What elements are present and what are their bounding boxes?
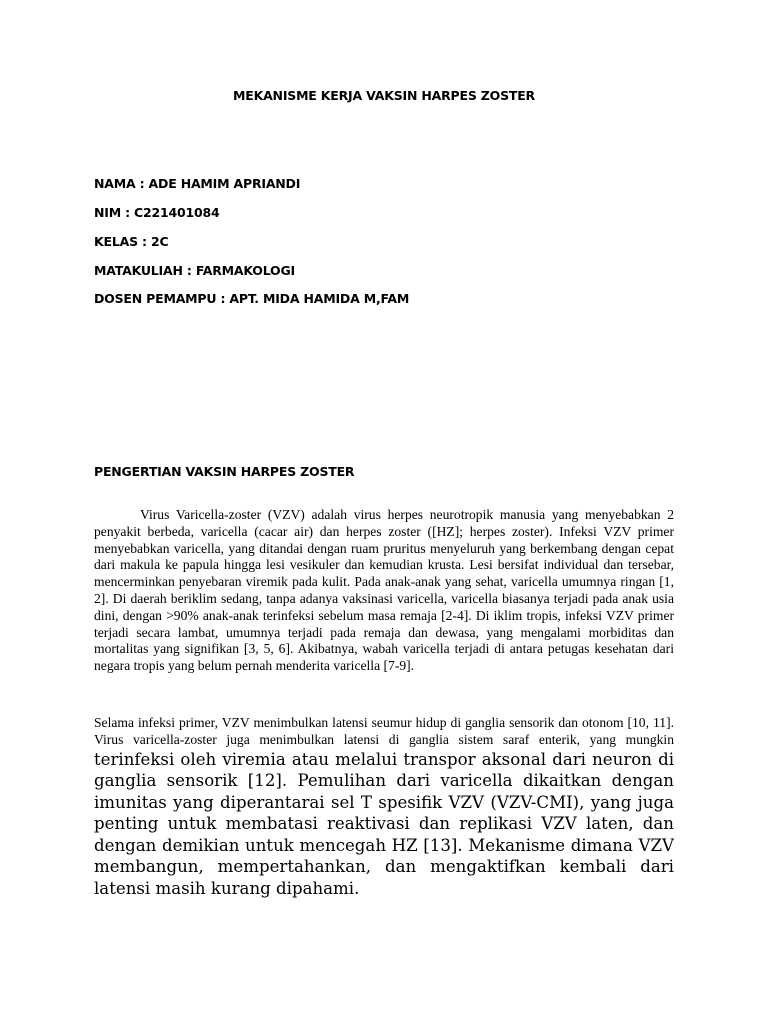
section-heading: PENGERTIAN VAKSIN HARPES ZOSTER	[94, 464, 355, 479]
paragraph-2-large-text: terinfeksi oleh viremia atau melalui transpor aksonal dari neuron di ganglia sensorik [12]. Pemulihan dari varicella dikaitkan dengan imunitas yang diperantarai sel T spesifik VZV (VZV-CMI), yang juga penting untuk membatasi reaktivasi dan replikasi VZV laten, dan dengan demikian untuk mencegah HZ [13]. Mekanisme dimana VZV membangun, mempertahankan, dan mengaktifkan kembali dari latensi masih kurang dipahami.	[94, 749, 674, 898]
paragraph-2-small-text: Selama infeksi primer, VZV menimbulkan latensi seumur hidup di ganglia sensorik dan otonom [10, 11]. Virus varicella-zoster juga menimbulkan latensi di ganglia sistem saraf enterik, yang mungkin	[94, 715, 674, 747]
student-nim: NIM : C221401084	[94, 205, 220, 220]
student-class: KELAS : 2C	[94, 234, 169, 249]
lecturer-name: DOSEN PEMAMPU : APT. MIDA HAMIDA M,FAM	[94, 291, 410, 306]
student-name: NAMA : ADE HAMIM APRIANDI	[94, 176, 301, 191]
course-name: MATAKULIAH : FARMAKOLOGI	[94, 263, 295, 278]
document-title: MEKANISME KERJA VAKSIN HARPES ZOSTER	[233, 88, 535, 103]
paragraph-2	[94, 715, 674, 899]
paragraph-1: Virus Varicella-zoster (VZV) adalah virus herpes neurotropik manusia yang menyebabkan 2 penyakit berbeda, varicella (cacar air) dan herpes zoster ([HZ]; herpes zoster). Infeksi VZV primer menyebabkan varicella, yang ditandai dengan ruam pruritus menyeluruh yang berkembang dengan cepat dari makula ke papula hingga lesi vesikuler dan kemudian krusta. Lesi bersifat individual dan tersebar, mencerminkan penyebaran viremik pada kulit. Pada anak-anak yang sehat, varicella umumnya ringan [1, 2]. Di daerah beriklim sedang, tanpa adanya vaksinasi varicella, varicella biasanya terjadi pada anak usia dini, dengan >90% anak-anak terinfeksi sebelum masa remaja [2-4]. Di iklim tropis, infeksi VZV primer terjadi secara lambat, umumnya terjadi pada remaja dan dewasa, yang mengalami morbiditas dan mortalitas yang signifikan [3, 5, 6]. Akibatnya, wabah varicella terjadi di antara petugas kesehatan dari negara tropis yang belum pernah menderita varicella [7-9].	[94, 507, 674, 674]
